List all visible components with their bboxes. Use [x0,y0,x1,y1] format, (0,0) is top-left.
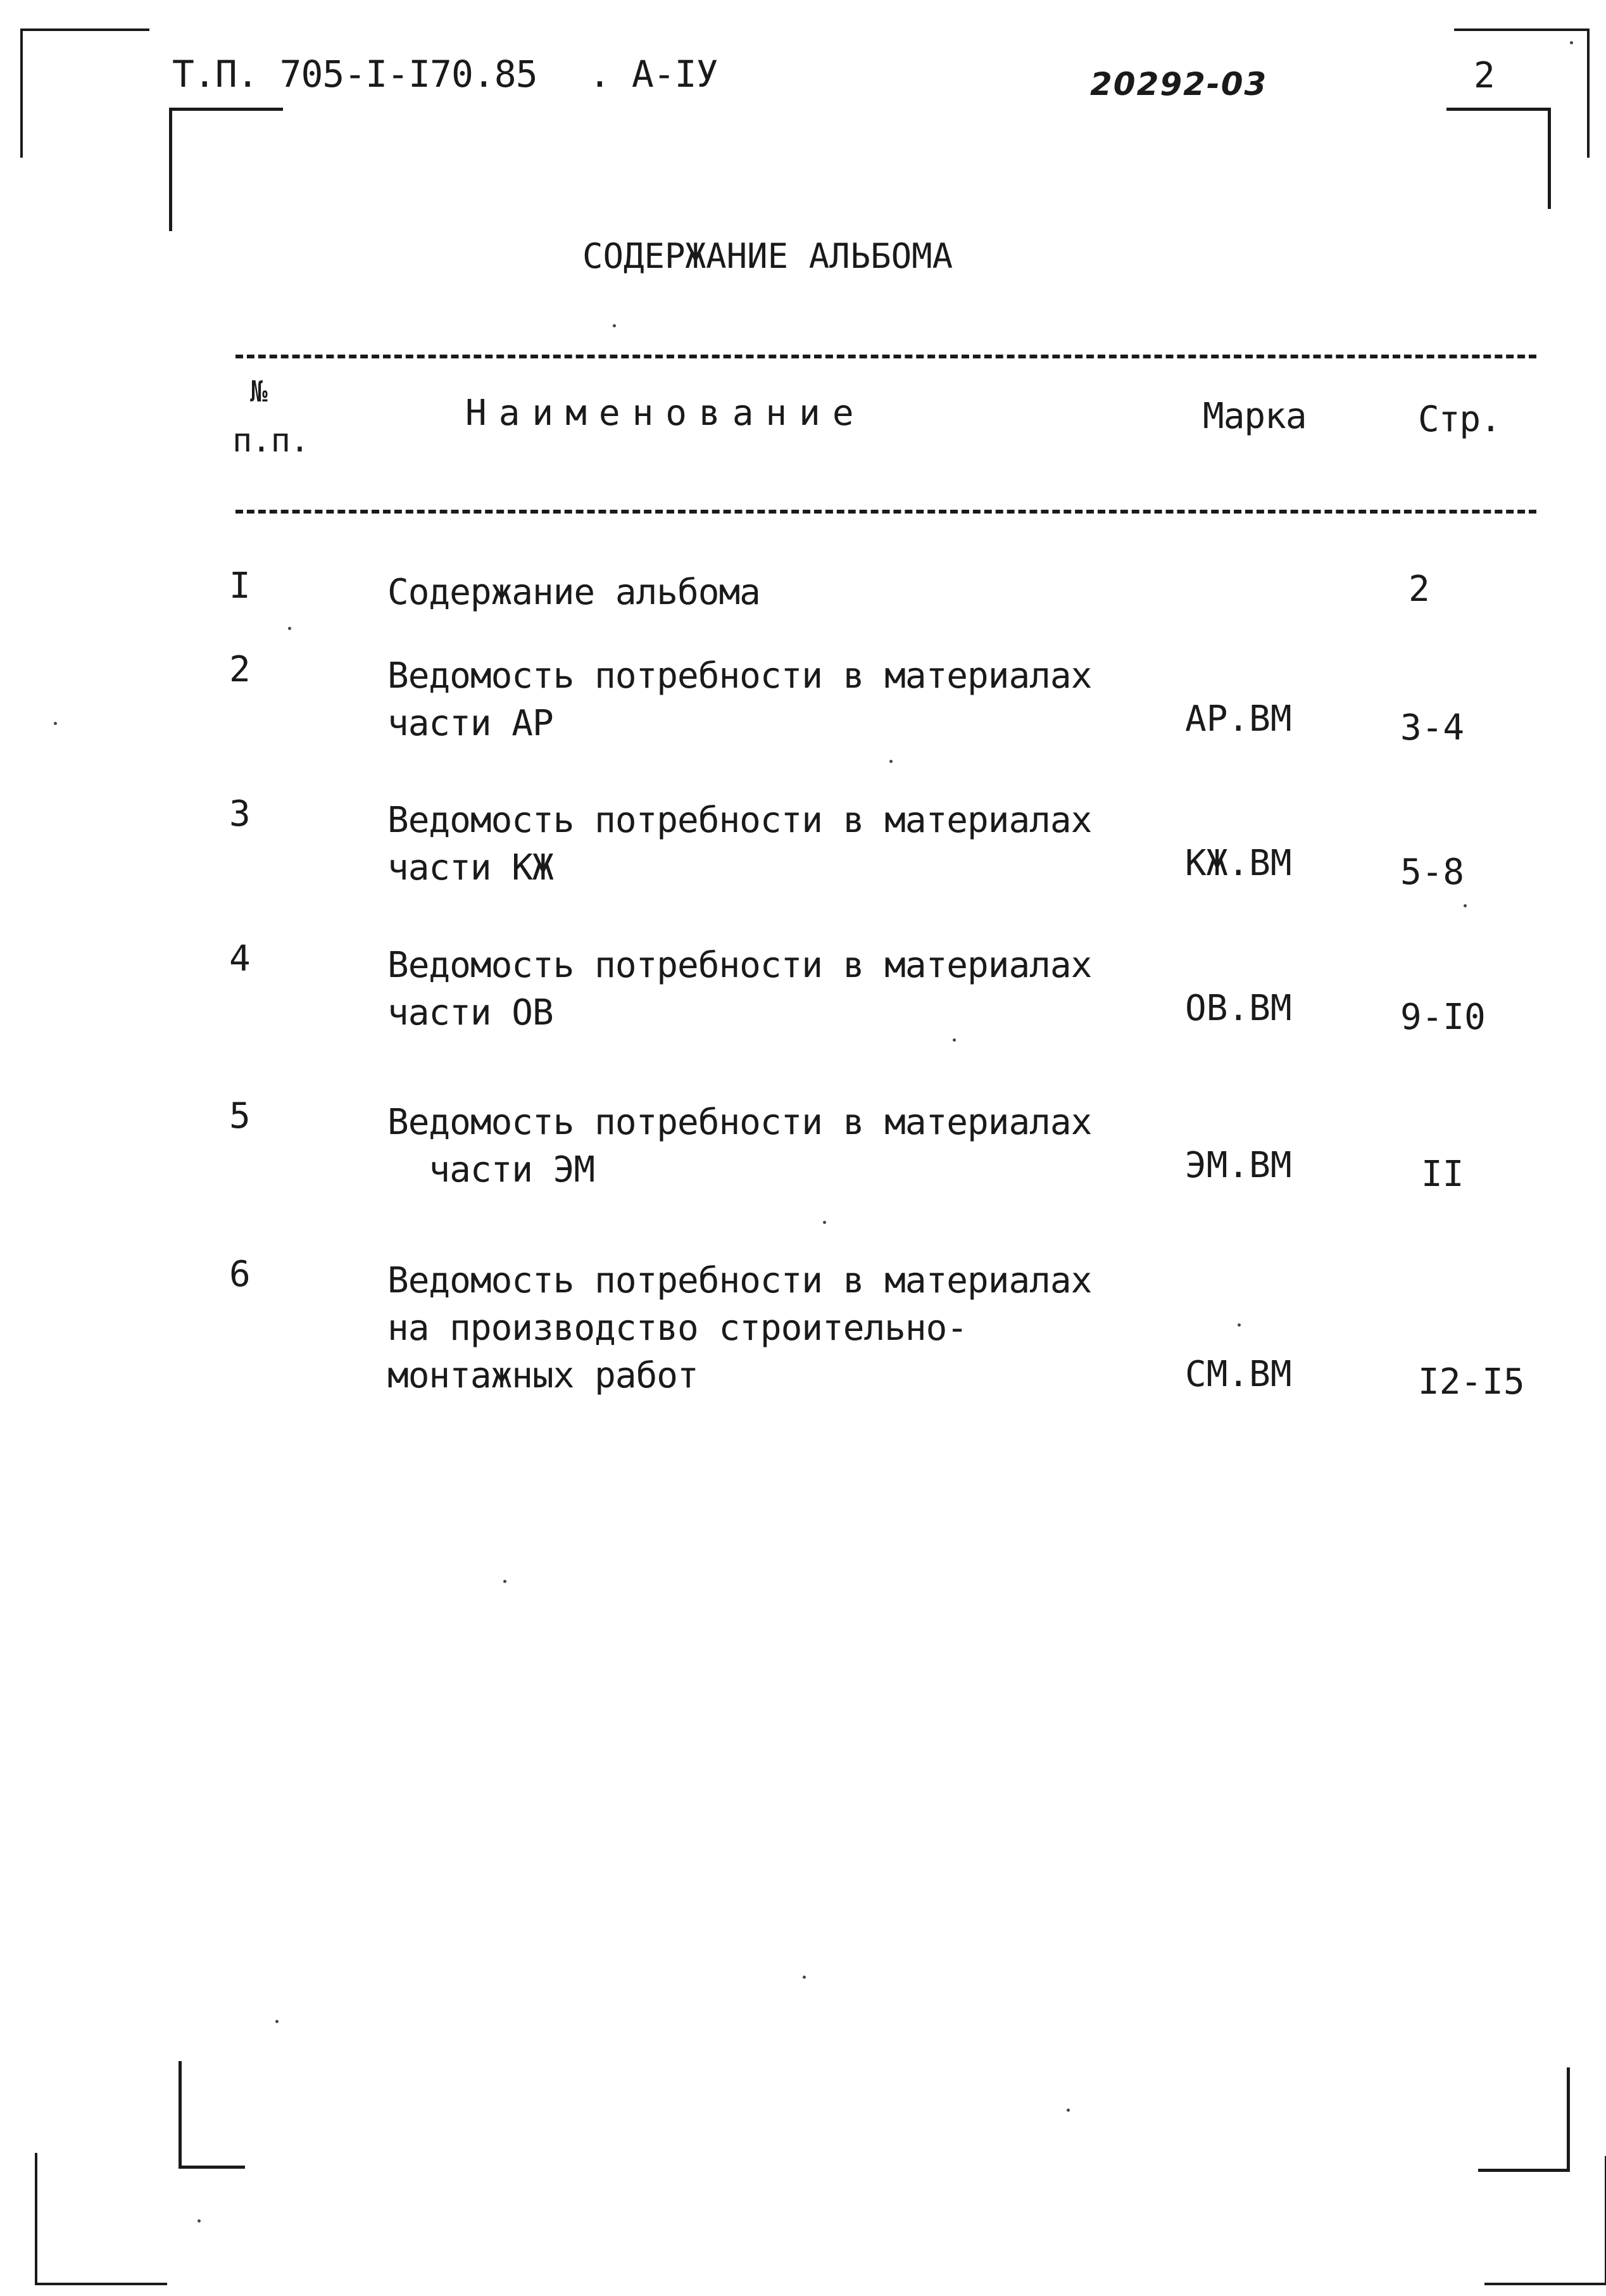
scan-speck [1464,904,1467,907]
row-name: Ведомость потребности в материалах на производство строительно- монтажных работ [387,1260,1092,1396]
table-header-bottom-rule [235,510,1536,514]
corner-mark-top-left-outer [20,28,149,158]
scan-speck [889,760,893,763]
scan-speck [275,2020,279,2023]
row-page: 3-4 [1400,707,1465,748]
scan-speck [54,722,57,725]
row-number: 5 [229,1095,251,1137]
album-designation: . А-IУ [589,53,718,96]
column-header-number: п.п. [232,422,310,460]
column-header-number-symbol: № [250,374,267,408]
row-page: 9-I0 [1400,997,1486,1038]
row-name: Ведомость потребности в материалах части АР [387,655,1092,744]
row-number: 6 [229,1254,251,1295]
row-number: 4 [229,938,251,980]
corner-mark-bottom-right-outer [1484,2156,1606,2285]
corner-mark-top-left-inner [169,108,283,231]
column-header-page: Стр. [1418,399,1501,440]
row-name: Содержание альбома [387,572,760,613]
corner-mark-bottom-left-outer [35,2153,167,2285]
row-mark: ЭМ.ВМ [1185,1145,1292,1186]
corner-mark-bottom-left-inner [179,2061,245,2169]
row-number: 3 [229,793,251,835]
row-name: Ведомость потребности в материалах части КЖ [387,800,1092,888]
row-mark: КЖ.ВМ [1185,843,1292,884]
row-mark: АР.ВМ [1185,698,1292,740]
row-page: I2-I5 [1418,1361,1525,1403]
scan-speck [198,2219,201,2223]
scan-speck [613,324,616,327]
row-page: 5-8 [1400,852,1465,893]
corner-mark-top-right-inner [1446,108,1551,209]
row-page: II [1421,1154,1464,1195]
scan-speck [1067,2109,1070,2112]
table-header-top-rule [235,355,1536,358]
scan-speck [1238,1323,1241,1327]
scan-speck [953,1038,956,1042]
row-number: 2 [229,649,251,690]
scan-speck [503,1580,506,1583]
scan-speck [288,627,291,630]
page-number: 2 [1474,55,1495,96]
document-code: Т.П. 705-I-I70.85 [172,53,537,96]
scan-speck [823,1221,826,1224]
row-page: 2 [1408,569,1430,610]
row-number: I [229,565,251,607]
scan-speck [1570,41,1573,44]
scan-speck [803,1976,806,1979]
row-name: Ведомость потребности в материалах части ОВ [387,945,1092,1033]
row-mark: ОВ.ВМ [1185,988,1292,1029]
page-title: СОДЕРЖАНИЕ АЛЬБОМА [582,236,953,276]
column-header-name: Наименование [465,393,866,434]
column-header-mark: Марка [1203,396,1307,437]
row-name: Ведомость потребности в материалах части ЭМ [387,1102,1092,1190]
row-mark: СМ.ВМ [1185,1354,1292,1395]
stamp-number: 20292-03 [1090,66,1268,103]
